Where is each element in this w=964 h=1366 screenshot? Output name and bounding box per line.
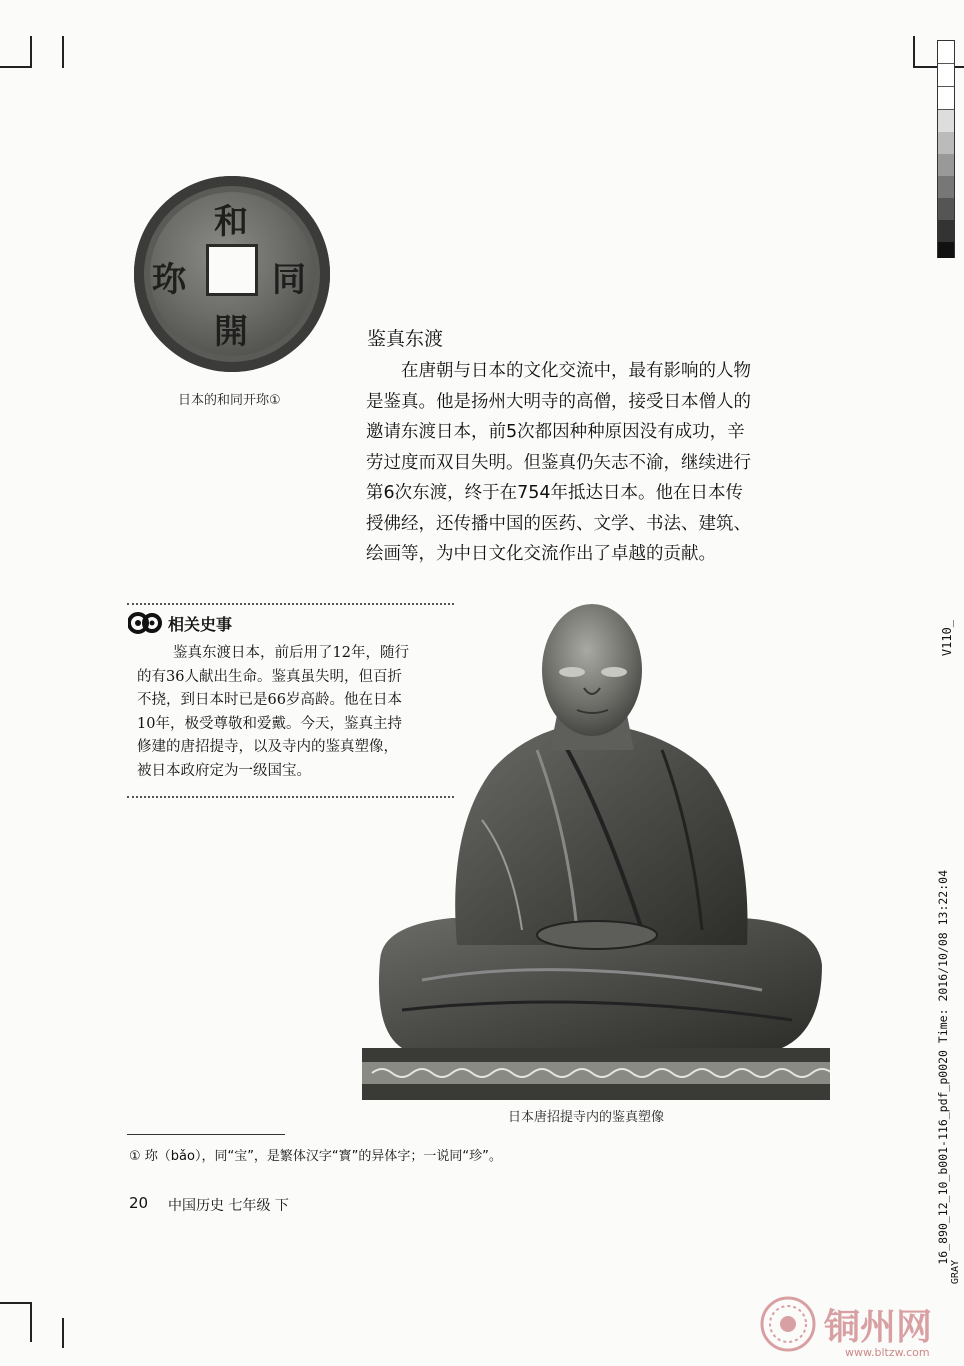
jianzhen-statue-image — [362, 600, 830, 1100]
sidebar-title: 相关史事 — [168, 614, 233, 634]
version-label: V110_ — [940, 620, 954, 657]
body-line: 是鉴真。他是扬州大明寺的高僧，接受日本僧人的 — [366, 391, 751, 412]
watermark-seal-icon — [760, 1296, 816, 1352]
gray-label: GRAY — [950, 1260, 961, 1285]
body-line: 在唐朝与日本的文化交流中，最有影响的人物 — [401, 361, 751, 381]
footnote-rule — [127, 1134, 285, 1135]
section-body — [366, 356, 806, 570]
sidebar-line: 10年，极受尊敬和爱戴。今天，鉴真主持 — [137, 715, 402, 732]
sidebar-line: 鉴真东渡日本，前后用了12年，随行 — [173, 645, 409, 661]
watermark-url: www.bltzw.com — [845, 1346, 930, 1359]
coin-caption: 日本的和同开珎① — [178, 393, 281, 408]
coin-image — [134, 176, 330, 372]
body-line: 邀请东渡日本，前5次都因种种原因没有成功，辛 — [366, 422, 745, 442]
page-number: 20 — [129, 1194, 149, 1212]
watermark-name: 铜州网 — [824, 1305, 933, 1348]
coin-char-right: 同 — [272, 260, 306, 300]
sidebar-line: 被日本政府定为一级国宝。 — [137, 762, 311, 779]
coin-char-bottom: 開 — [214, 312, 248, 352]
coin-char-top: 和 — [214, 202, 248, 242]
print-job-info: 16_890_12_10_b001-116_pdf_p0020 Time: 2016/10/08 13:22:04 — [936, 870, 950, 1265]
watermark-logo — [760, 1296, 932, 1352]
sidebar-line: 的有36人献出生命。鉴真虽失明，但百折 — [137, 668, 402, 685]
book-name: 中国历史 七年级 下 — [168, 1198, 289, 1214]
sidebar-line: 不挠，到日本时已是66岁高龄。他在日本 — [137, 692, 402, 708]
sidebar-heading — [128, 609, 232, 637]
sidebar-line: 修建的唐招提寺，以及寺内的鉴真塑像， — [137, 739, 398, 755]
body-line: 第6次东渡，终于在754年抵达日本。他在日本传 — [366, 483, 744, 503]
body-line: 授佛经，还传播中国的医药、文学、书法、建筑、 — [366, 513, 751, 534]
body-line: 绘画等，为中日文化交流作出了卓越的贡献。 — [366, 544, 716, 564]
gray-scale-bar — [937, 40, 955, 258]
swirl-icon — [128, 609, 162, 637]
coin-square-hole — [206, 244, 258, 296]
body-line: 劳过度而双目失明。但鉴真仍矢志不渝，继续进行 — [366, 452, 751, 473]
coin-char-left: 珎 — [152, 260, 186, 300]
statue-caption: 日本唐招提寺内的鉴真塑像 — [508, 1110, 665, 1125]
footnote: ① 珎（bǎo），同“宝”，是繁体汉字“寳”的异体字；一说同“珍”。 — [129, 1149, 502, 1164]
section-title: 鉴真东渡 — [367, 328, 444, 350]
